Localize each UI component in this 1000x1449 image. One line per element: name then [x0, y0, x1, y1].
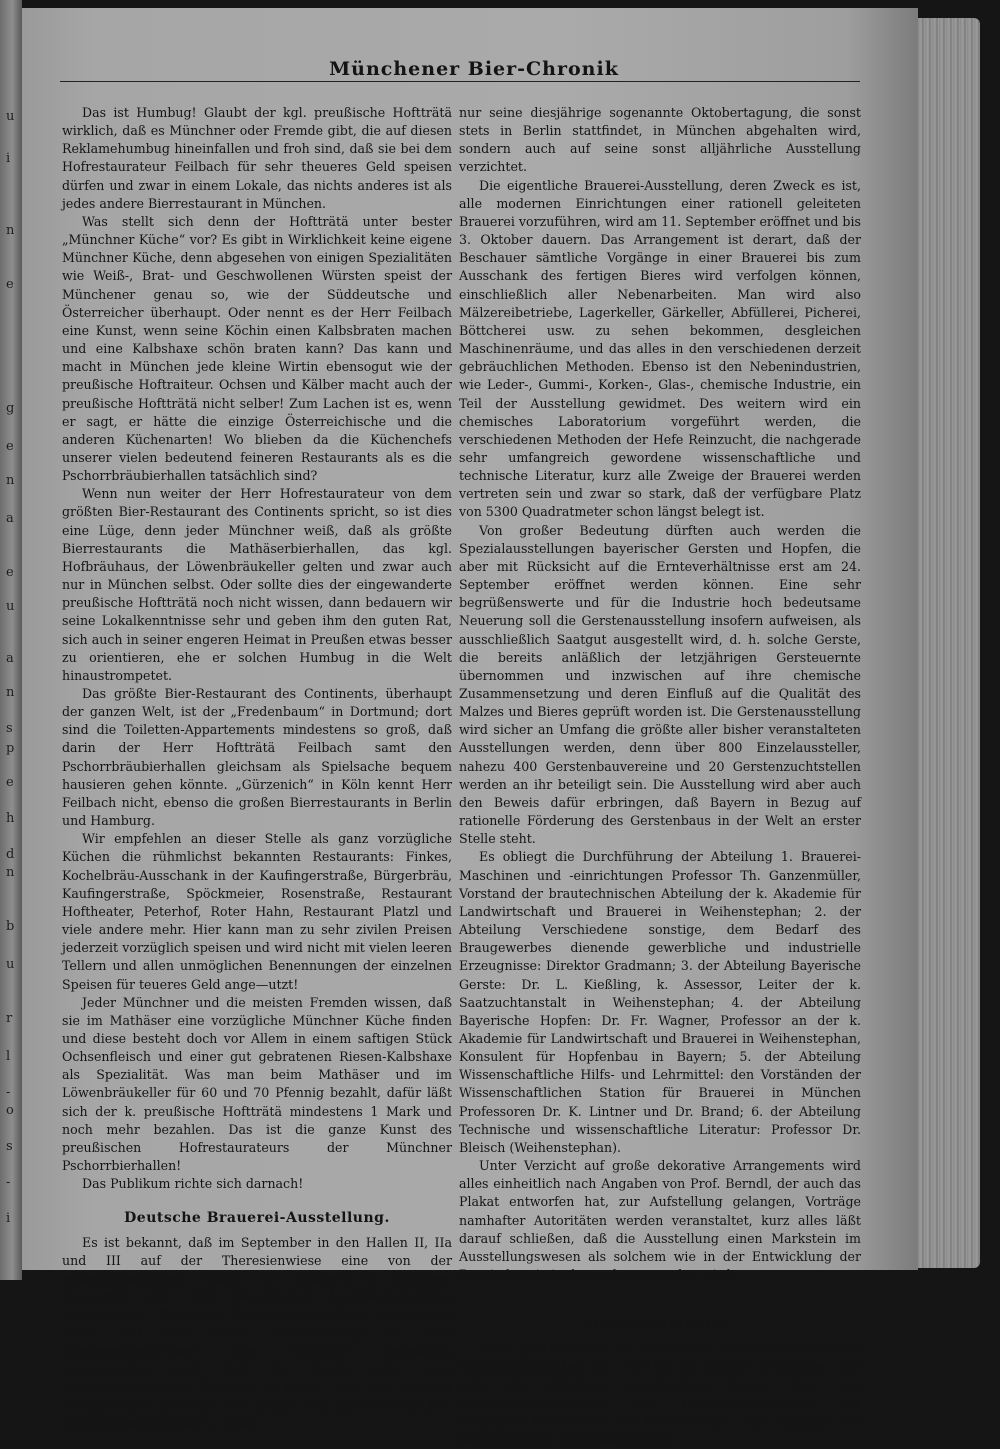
margin-fragment: n	[6, 473, 15, 488]
margin-fragment: u	[6, 957, 15, 972]
margin-fragment: e	[6, 277, 14, 292]
margin-fragment: -	[6, 1175, 11, 1190]
margin-fragment: s	[6, 721, 13, 736]
newspaper-page	[22, 8, 918, 1448]
section-heading: Deutsche Brauerei-Ausstellung.	[124, 1210, 390, 1227]
header-rule	[60, 81, 860, 82]
margin-fragment: h	[6, 811, 15, 826]
margin-fragment: s	[6, 1139, 13, 1154]
left-column	[62, 104, 452, 1433]
paragraph: Unter Verzicht auf große dekorative Arrangements wird alles einheitlich nach Angaben von Prof. Berndl, der auch das Plakat entworfen hat, zur Aufstellung gelangen, Vorträge namhafter Autoritäten werden veranstaltet, kurz alles läßt darauf schließen, daß die Ausstellung einen Markstein im Ausstellungswesen als solchem wie in der Entwicklung der Brauindustrie im besonderen werden wird.	[459, 1158, 861, 1282]
margin-fragment: p	[6, 741, 15, 756]
paragraph: Es ist bekannt, daß im September in den Hallen II, IIa und III auf der Theresienwiese eine von der wissenschaftlichen Station für Brauerei in München zusammen mit dem Bayerischen Landwirtschaftsrat veranstaltete Deutsche Brauerei-Ausstellung abgehalten wird, und daß dieser Veranstaltung in allen Interessentenkreisen eine derartige Bedeutung zugesprochen wird, daß der Verein Lehr- und Versuchsanstalt für Brauerei in Berlin, dem die gesamte norddeutsche und auch der größte Teil der süddeutschen Brauindustrie angehört, nicht	[62, 1234, 452, 1432]
margin-fragment: e	[6, 775, 14, 790]
margin-fragment: u	[6, 599, 15, 614]
paragraph: Von großer Bedeutung dürften auch werden die Spezialausstellungen bayerischer Gersten und Hopfen, die aber mit Rücksicht auf die Ernteverhältnisse erst am 24. September eröffnet werden können. Eine sehr begrüßenswerte und für die Industrie hoch bedeutsame Neuerung soll die Gerstenausstellung insofern aufweisen, als ausschließlich Saatgut ausgestellt wird, d. h. solche Gerste, die bereits anläßlich der letzjährigen Gersteuernte übernommen und inzwischen auf ihre chemische Zusammensetzung und deren Einfluß auf die Qualität des Malzes und Bieres geprüft worden ist. Die Gerstenausstellung wird sicher an Umfang die größte aller bisher veranstalteten Ausstellungen werden, denn über 800 Einzelaussteller, nahezu 400 Gerstenbauvereine und 20 Gerstenzuchtstellen werden an ihr beteiligt sein. Die Ausstellung wird aber auch den Beweis dafür erbringen, daß Bayern in Bezug auf rationelle Förderung des Gerstenbaus in der Welt an erster Stelle steht.	[459, 522, 861, 847]
margin-fragment: l	[6, 1049, 11, 1064]
paragraph: Die eigentliche Brauerei-Ausstellung, deren Zweck es ist, alle modernen Einrichtungen einer rationell geleiteten Brauerei vorzuführen, wird am 11. September eröffnet und bis 3. Oktober dauern. Das Arrangement ist derart, daß der Beschauer sämtliche Vorgänge in einer Brauerei bis zum Ausschank des fertigen Bieres wird verfolgen können, einschließlich aller Nebenarbeiten. Man wird also Mälzereibetriebe, Lagerkeller, Gärkeller, Abfüllerei, Picherei, Böttcherei usw. zu sehen bekommen, desgleichen Maschinenräume, und das alles in den verschiedenen derzeit gebräuchlichen Methoden. Ebenso ist den Nebenindustrien, wie Leder-, Gummi-, Korken-, Glas-, chemische Industrie, ein Teil der Ausstellung gewidmet. Des weitern wird ein chemisches Laboratorium vorgeführt werden, die verschiedenen Methoden der Hefe Reinzucht, die nachgerade sehr umfangreich gewordene wissenschaftliche und technische Literatur, kurz alle Zweige der Brauerei werden vertreten sein und zwar so stark, daß der verfügbare Platz von 5300 Quadratmeter schon längst belegt ist.	[459, 177, 861, 520]
paragraph: Es obliegt die Durchführung der Abteilung 1. Brauerei-Maschinen und -einrichtungen Professor Th. Ganzenmüller, Vorstand der brautechnischen Abteilung der k. Akademie für Landwirtschaft und Brauerei in Weihenstephan; 2. der Abteilung Verschiedene sonstige, dem Bedarf des Braugewerbes dienende gewerbliche und industrielle Erzeugnisse: Direktor Gradmann; 3. der Abteilung Bayerische Gerste: Dr. L. Kießling, k. Assessor, Leiter der k. Saatzuchtanstalt in Weihenstephan; 4. der Abteilung Bayerische Hopfen: Dr. Fr. Wagner, Professor an der k. Akademie für Landwirtschaft und Brauerei in Weihenstephan, Konsulent für Hopfenbau in Bayern; 5. der Abteilung Wissenschaftliche Hilfs- und Lehrmittel: den Vorständen der Wissenschaftlichen Station für Brauerei in München Professoren Dr. K. Lintner und Dr. Brand; 6. der Abteilung Technische und wissenschaftliche Literatur: Professor Dr. Bleisch (Weihenstephan).	[459, 849, 861, 1155]
paragraph: Das ist Humbug! Glaubt der kgl. preußische Hoftträtä wirklich, daß es Münchner oder Fremde gibt, die auf diesen Reklamehumbug hineinfallen und froh sind, daß sie bei dem Hofrestaurateur Feilbach für sehr theueres Geld speisen dürfen und zwar in einem Lokale, das nichts anderes ist als jedes andere Bierrestaurant in München.	[62, 105, 452, 211]
adjacent-page-strip	[0, 0, 22, 1280]
margin-fragment: u	[6, 109, 15, 124]
paragraph: Das größte Bier-Restaurant des Continents, überhaupt der ganzen Welt, ist der „Fredenbaum“ in Dortmund; dort sind die Toiletten-Appartements mindestens so groß, daß darin der Herr Hoftträtä Feilbach samt den Pschorrbräubierhallen gleichsam als Spielsache bequem hausieren gehen könnte. „Gürzenich“ in Köln kennt Herr Feilbach nicht, ebenso die großen Bierrestaurants in Berlin und Hamburg.	[62, 686, 452, 829]
paragraph: Wolfs Jahrbuch für die deutschen Aktienbrauereien und Aktienmalzfabriken für 1907/08 ist soeben erschienen und gibt die üblichen statistischen Daten über die Vermögensverhältnisse und Geschäftsergebnisse der deutschen Brauereien und Malzfabriken. Das Ergebnis des Berichtsjahres stand bekanntlich	[459, 1341, 861, 1448]
page-stack-edges	[918, 18, 980, 1268]
paragraph: nur seine diesjährige sogenannte Oktobertagung, die sonst stets in Berlin stattfindet, in München abgehalten wird, sondern auch auf seine sonst alljährliche Ausstellung verzichtet.	[459, 105, 861, 175]
paragraph: Jeder Münchner und die meisten Fremden wissen, daß sie im Mathäser eine vorzügliche Münchner Küche finden und diese besteht doch vor Allem in einem saftigen Stück Ochsenfleisch und einer gut gebratenen Riesen-Kalbshaxe als Spezialität. Was man beim Mathäser und im Löwenbräukeller für 60 und 70 Pfennig bezahlt, dafür läßt sich der k. preußische Hoftträtä mindestens 1 Mark und noch mehr bezahlen. Das ist die ganze Kunst des preußischen Hofrestaurateurs der Münchner Pschorrbierhallen!	[62, 994, 452, 1174]
margin-fragment: b	[6, 919, 15, 934]
margin-fragment: o	[6, 1103, 14, 1118]
margin-fragment: a	[6, 511, 14, 526]
paragraph: Wenn nun weiter der Herr Hofrestaurateur von dem größten Bier-Restaurant des Continents spricht, so ist dies eine Lüge, denn jeder Münchner weiß, daß als größte Bierrestaurants die Mathäserbierhallen, das kgl. Hofbräuhaus, der Löwenbräukeller gelten und zwar auch nur in München selbst. Oder sollte dies der eingewanderte preußische Hoftträtä noch nicht wissen, dann bedauern wir seine Lokalkenntnisse sehr und geben ihm den guten Rat, sich auch in seiner engeren Heimat in Preußen etwas besser zu orientieren, ehe er solchen Humbug in die Welt hinaustrompetet.	[62, 486, 452, 683]
paragraph: Das Publikum richte sich darnach!	[82, 1176, 304, 1192]
margin-fragment: i	[6, 151, 11, 166]
margin-fragment: i	[6, 1211, 11, 1226]
margin-fragment: n	[6, 865, 15, 880]
margin-fragment: n	[6, 685, 15, 700]
margin-fragment: e	[6, 439, 14, 454]
running-title: Münchener Bier-Chronik	[329, 58, 619, 80]
margin-fragment: -	[6, 1085, 11, 1100]
section-heading: Brauereistatistik.	[586, 1317, 734, 1334]
paragraph: Wir empfehlen an dieser Stelle als ganz vorzügliche Küchen die rühmlichst bekannten Restaurants: Finkes, Kochelbräu-Ausschank in der Kaufingerstraße, Bürgerbräu, Kaufingerstraße, Spöckmeier, Rosenstraße, Restaurant Hoftheater, Peterhof, Roter Hahn, Restaurant Platzl und viele andere mehr. Hier kann man zu sehr zivilen Preisen jederzeit vorzüglich speisen und wird nicht mit vielen leeren Tellern und allen unmöglichen Benennungen der einzelnen Speisen für teueres Geld ange—utzt!	[62, 831, 452, 992]
paragraph: Was stellt sich denn der Hoftträtä unter bester „Münchner Küche“ vor? Es gibt in Wirklichkeit keine eigene Münchner Küche, denn abgesehen von einigen Spezialitäten wie Weiß-, Brat- und Geschwollenen Würsten speist der Münchener genau so, wie der Süddeutsche und Österreicher überhaupt. Oder nennt es der Herr Feilbach eine Kunst, wenn seine Köchin einen Kalbsbraten machen und eine Kalbshaxe schön braten kann? Das kann und macht in München jede kleine Wirtin ebensogut wie der preußische Hoftraiteur. Ochsen und Kälber macht auch der preußische Hoftträtä nicht selber! Zum Lachen ist es, wenn er sagt, er hätte die einzige Österreichische und die anderen Küchenarten! Wo blieben da die Küchenchefs unserer vielen bedeutend feineren Restaurants als es die Pschorrbräubierhallen tatsächlich sind?	[62, 213, 452, 484]
margin-fragment: d	[6, 847, 15, 862]
margin-fragment: e	[6, 565, 14, 580]
margin-fragment: g	[6, 401, 15, 416]
margin-fragment: r	[6, 1011, 13, 1026]
margin-fragment: n	[6, 223, 15, 238]
margin-fragment: a	[6, 651, 14, 666]
right-column	[459, 104, 861, 1449]
